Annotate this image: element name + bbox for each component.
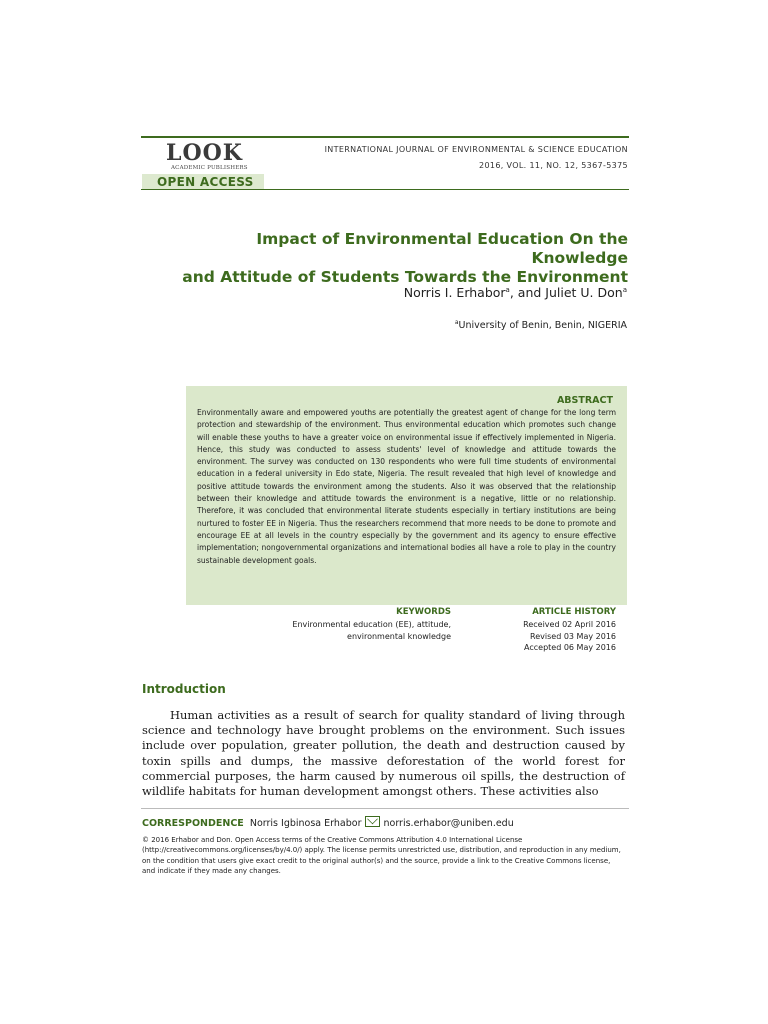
header-top-rule — [141, 136, 629, 138]
publisher-logo-subtitle: ACADEMIC PUBLISHERS — [171, 165, 248, 171]
history-received: Received 02 April 2016 — [523, 620, 616, 629]
author-2: Juliet U. Don — [545, 285, 623, 300]
author-1-affiliation-mark: a — [505, 285, 510, 294]
abstract-heading: ABSTRACT — [556, 395, 613, 406]
keywords-heading: KEYWORDS — [396, 607, 451, 617]
header-bottom-rule — [141, 189, 629, 190]
affiliation — [455, 319, 627, 331]
article-title-line-2: and Attitude of Students Towards the Environment — [182, 268, 628, 286]
footer-rule — [141, 808, 629, 809]
author-list — [404, 285, 627, 300]
affiliation-mark: a — [454, 319, 459, 326]
keywords-line-1: Environmental education (EE), attitude, — [292, 620, 451, 629]
publisher-logo: LOOK — [166, 140, 243, 166]
envelope-icon — [365, 816, 380, 827]
author-1: Norris I. Erhabor — [403, 285, 506, 300]
open-access-label: OPEN ACCESS — [157, 175, 254, 189]
article-history-heading: ARTICLE HISTORY — [532, 607, 616, 617]
affiliation-text: University of Benin, Benin, NIGERIA — [458, 320, 627, 332]
author-2-affiliation-mark: a — [622, 285, 627, 294]
license-notice: © 2016 Erhabor and Don. Open Access terms of the Creative Commons Attribution 4.0 International License (http://creativecommons.org/licenses/by/4.0/) apply. The license permits unrestricted use, distribution, and reproduction in any medium, on the condition that users give exact credit to the original author(s) and the source, provide a link to the Creative Commons license, and indicate if they made any changes. — [142, 836, 621, 876]
history-revised: Revised 03 May 2016 — [530, 631, 616, 641]
introduction-heading: Introduction — [142, 682, 226, 696]
introduction-paragraph: Human activities as a result of search for quality standard of living through science and technology have brought problems on the environment. Such issues include over population, greater pollution, the death and destruction caused by toxin spills and dumps, the massive deforestation of the world forest for commercial purposes, the harm caused by numerous oil spills, the destruction of wildlife habitats for human development amongst others. These activities also — [142, 708, 625, 799]
abstract-text: Environmentally aware and empowered youths are potentially the greatest agent of change for the long term protection and stewardship of the environment. Thus environmental education which promotes such change will enable these youths to have a greater voice on environmental issue if effectively implemented in Nigeria. Hence, this study was conducted to assess students' level of knowledge and attitude towards the environment. The survey was conducted on 130 respondents who were full time students of environmental education in a federal university in Edo state, Nigeria. The result revealed that high level of knowledge and positive attitude towards the environment among the students. Also it was observed that the relationship between their knowledge and attitude towards the environment is a negative, little or no relationship. Therefore, it was concluded that environmental literate students especially in tertiary institutions are being nurtured to foster EE in Nigeria. Thus the researchers recommend that more needs to be done to promote and encourage EE at all levels in the country especially by the government and its agency to ensure effective implementation; nongovernmental organizations and international bodies all have a role to play in the country sustainable development goals. — [197, 408, 616, 565]
article-history-list — [523, 619, 616, 654]
article-title — [158, 230, 628, 287]
correspondence-label: CORRESPONDENCE — [142, 818, 244, 829]
correspondence-line — [142, 816, 514, 829]
author-separator: , and — [509, 285, 546, 300]
correspondence-email[interactable]: norris.erhabor@uniben.edu — [383, 818, 514, 829]
article-title-line-1: Impact of Environmental Education On the Knowledge — [256, 230, 628, 267]
keywords-list — [211, 619, 451, 642]
journal-name: INTERNATIONAL JOURNAL OF ENVIRONMENTAL & SCIENCE EDUCATION — [324, 145, 628, 154]
keywords-line-2: environmental knowledge — [347, 631, 451, 641]
journal-volume: 2016, VOL. 11, NO. 12, 5367-5375 — [479, 161, 628, 170]
correspondence-name: Norris Igbinosa Erhabor — [249, 818, 362, 829]
history-accepted: Accepted 06 May 2016 — [524, 643, 616, 652]
